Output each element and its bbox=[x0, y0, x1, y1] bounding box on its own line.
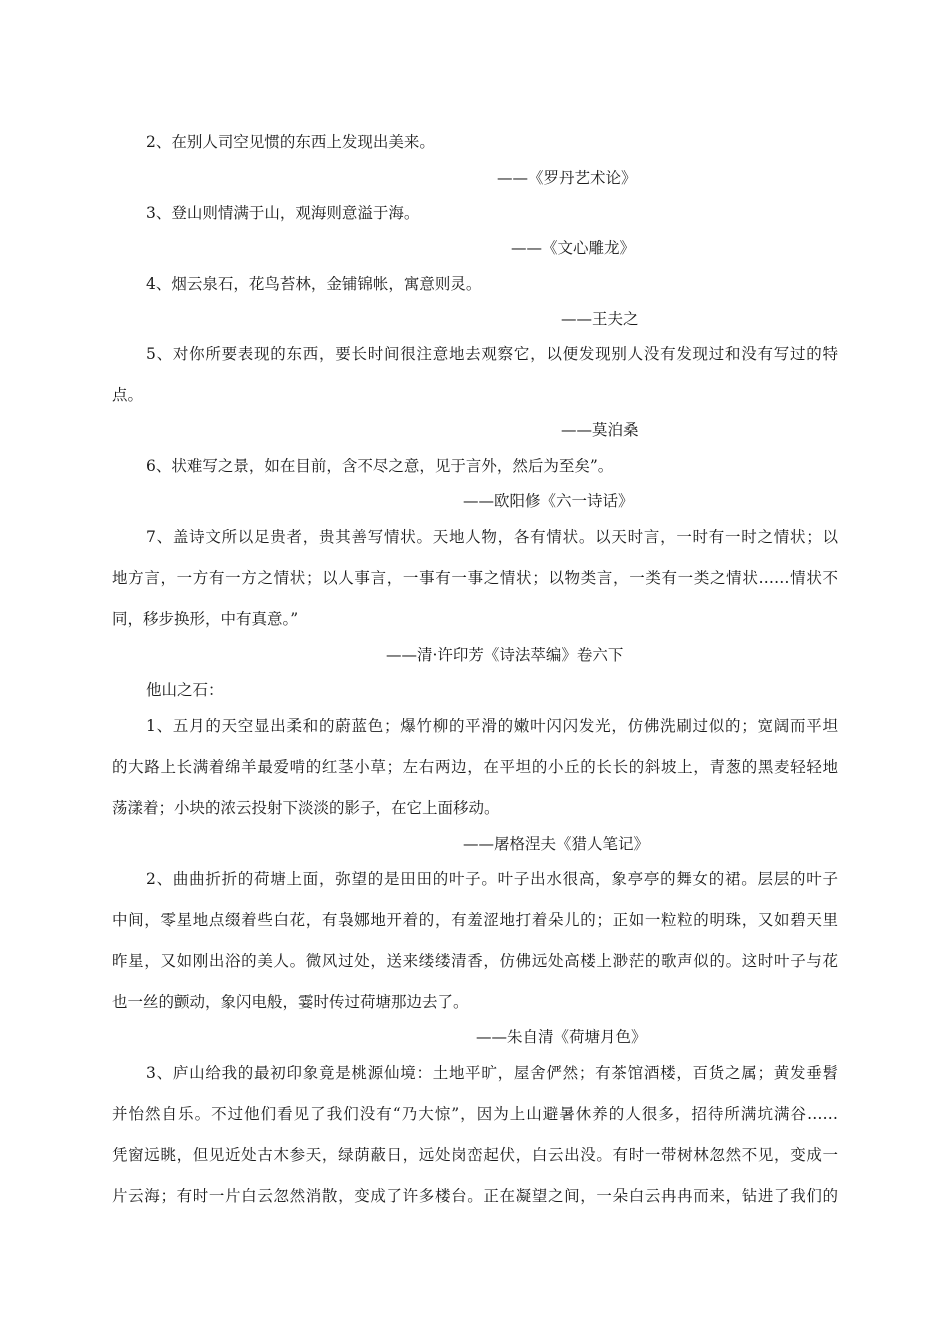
passage-2-line-4: 也一丝的颤动，象闪电般，霎时传过荷塘那边去了。 bbox=[112, 993, 469, 1011]
quote-6-source: ——欧阳修《六一诗话》 bbox=[463, 492, 634, 510]
quote-4-source: ——王夫之 bbox=[561, 310, 639, 328]
passage-2-line-3: 昨星，又如刚出浴的美人。微风过处，送来缕缕清香，仿佛远处高楼上渺茫的歌声似的。这时叶子与花 bbox=[112, 952, 838, 970]
passage-3-line-3: 凭窗远眺，但见近处古木参天，绿荫蔽日，远处岗峦起伏，白云出没。有时一带树林忽然不见，变成一 bbox=[112, 1146, 838, 1164]
quote-7-source: ——清·许印芳《诗法萃编》卷六下 bbox=[386, 646, 624, 664]
quote-7-line-2: 地方言，一方有一方之情状；以人事言，一事有一事之情状；以物类言，一类有一类之情状……情状不 bbox=[112, 569, 838, 587]
quote-3: 3、登山则情满于山，观海则意溢于海。 bbox=[146, 204, 420, 222]
passage-2-line-2: 中间，零星地点缀着些白花，有袅娜地开着的，有羞涩地打着朵儿的；正如一粒粒的明珠，又如碧天里 bbox=[112, 911, 838, 929]
quote-2: 2、在别人司空见惯的东西上发现出美来。 bbox=[146, 133, 435, 151]
quote-6: 6、状难写之景，如在目前，含不尽之意，见于言外，然后为至矣”。 bbox=[146, 457, 614, 475]
quote-7-line-3: 同，移步换形，中有真意。” bbox=[112, 610, 299, 628]
passage-2-source: ——朱自清《荷塘月色》 bbox=[476, 1028, 647, 1046]
quote-3-source: ——《文心雕龙》 bbox=[511, 239, 636, 257]
quote-4: 4、烟云泉石，花鸟苔林，金铺锦帐，寓意则灵。 bbox=[146, 275, 482, 293]
passage-1-line-3: 荡漾着；小块的浓云投射下淡淡的影子，在它上面移动。 bbox=[112, 799, 500, 817]
passage-3-line-2: 并怡然自乐。不过他们看见了我们没有“乃大惊”，因为上山避暑休养的人很多，招待所满坑满谷…… bbox=[112, 1105, 838, 1123]
passage-1-line-1: 1、五月的天空显出柔和的蔚蓝色；爆竹柳的平滑的嫩叶闪闪发光，仿佛洗刷过似的；宽阔而平坦 bbox=[146, 717, 838, 735]
passage-3-line-1: 3、庐山给我的最初印象竟是桃源仙境：土地平旷，屋舍俨然；有茶馆酒楼，百货之属；黄发垂髫 bbox=[146, 1064, 838, 1082]
quote-5-line-1: 5、对你所要表现的东西，要长时间很注意地去观察它，以便发现别人没有发现过和没有写过的特 bbox=[146, 345, 838, 363]
quote-5-source: ——莫泊桑 bbox=[561, 421, 639, 439]
passage-1-source: ——屠格涅夫《猎人笔记》 bbox=[463, 835, 650, 853]
quote-5-line-2: 点。 bbox=[112, 386, 144, 404]
quote-2-source: ——《罗丹艺术论》 bbox=[497, 169, 637, 187]
quote-7-line-1: 7、盖诗文所以足贵者，贵其善写情状。天地人物，各有情状。以天时言，一时有一时之情状；以 bbox=[146, 528, 838, 546]
passage-2-line-1: 2、曲曲折折的荷塘上面，弥望的是田田的叶子。叶子出水很高，象亭亭的舞女的裙。层层的叶子 bbox=[146, 870, 838, 888]
section-heading: 他山之石： bbox=[146, 681, 224, 699]
passage-1-line-2: 的大路上长满着绵羊最爱啃的红茎小草；左右两边，在平坦的小丘的长长的斜坡上，青葱的黑麦轻轻地 bbox=[112, 758, 838, 776]
passage-3-line-4: 片云海；有时一片白云忽然消散，变成了许多楼台。正在凝望之间，一朵白云冉冉而来，钻进了我们的 bbox=[112, 1187, 838, 1205]
